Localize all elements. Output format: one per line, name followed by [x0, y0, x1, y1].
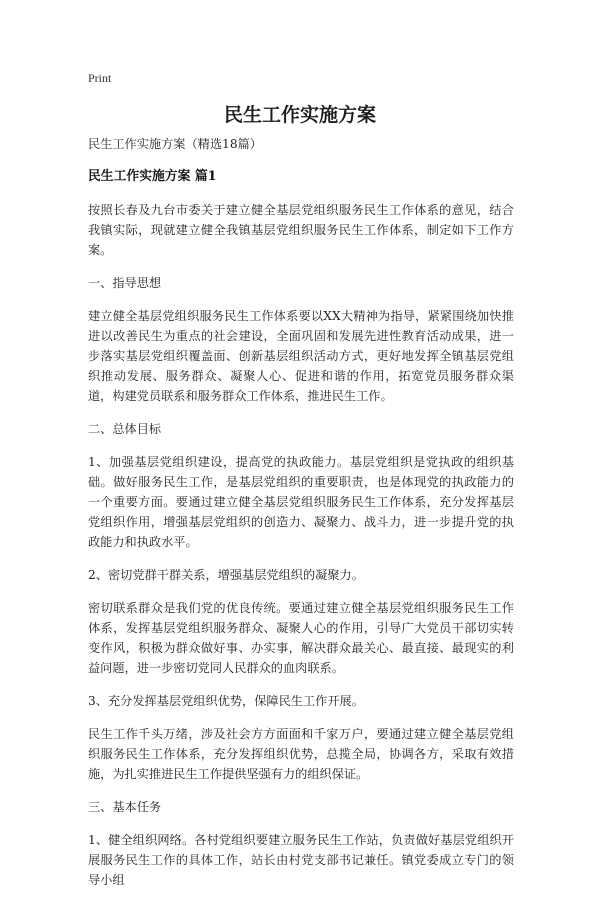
print-link[interactable]: Print — [88, 71, 112, 85]
subtitle: 民生工作实施方案（精选18篇） — [88, 137, 262, 151]
document-body — [88, 134, 514, 903]
body-paragraph: 建立健全基层党组织服务民生工作体系要以XX大精神为指导，紧紧围绕加快推进以改善民生为重点的社会建设，全面巩固和发展先进性教育活动成果，进一步落实基层党组织覆盖面、创新基层组织活动方式，更好地发挥全镇基层党组织推动发展、服务群众、凝聚人心、促进和谐的作用，拓宽党员服务群众渠道，构建党员联系和服务群众工作体系，推进民生工作。 — [88, 309, 514, 403]
section-label: 三、基本任务 — [88, 800, 162, 814]
body-paragraph: 1、加强基层党组织建设，提高党的执政能力。基层党组织是党执政的组织基础。做好服务民生工作，是基层党组织的重要职责，也是体现党的执政能力的一个重要方面。要通过建立健全基层党组织服务民生工作体系，充分发挥基层党组织作用，增强基层党组织的创造力、凝聚力、战斗力，进一步提升党的执政能力和执政水平。 — [88, 455, 514, 549]
section-label: 一、指导思想 — [88, 276, 162, 290]
body-paragraph: 民生工作千头万绪，涉及社会方方面面和千家万户，要通过建立健全基层党组织服务民生工作体系，充分发挥组织优势，总揽全局，协调各方，采取有效措施，为扎实推进民生工作提供坚强有力的组织保证。 — [88, 727, 514, 781]
body-paragraph: 密切联系群众是我们党的优良传统。要通过建立健全基层党组织服务民生工作体系，发挥基层党组织服务群众、凝聚人心的作用，引导广大党员干部切实转变作风，积极为群众做好事、办实事，解决群众最关心、最直接、最现实的利益问题，进一步密切党同人民群众的血肉联系。 — [88, 601, 514, 675]
section-heading: 民生工作实施方案 篇1 — [88, 169, 217, 184]
body-paragraph: 2、密切党群干群关系，增强基层党组织的凝聚力。 — [88, 568, 364, 582]
body-paragraph: 1、健全组织网络。各村党组织要建立服务民生工作站，负责做好基层党组织开展服务民生工作的具体工作，站长由村党支部书记兼任。镇党委成立专门的领导小组 — [88, 833, 514, 887]
page-title: 民生工作实施方案 — [223, 104, 376, 126]
body-paragraph: 按照长春及九台市委关于建立健全基层党组织服务民生工作体系的意见，结合我镇实际，现就建立健全我镇基层党组织服务民生工作体系，制定如下工作方案。 — [88, 203, 514, 257]
body-paragraph: 3、充分发挥基层党组织优势，保障民生工作开展。 — [88, 694, 364, 708]
section-label: 二、总体目标 — [88, 422, 162, 436]
